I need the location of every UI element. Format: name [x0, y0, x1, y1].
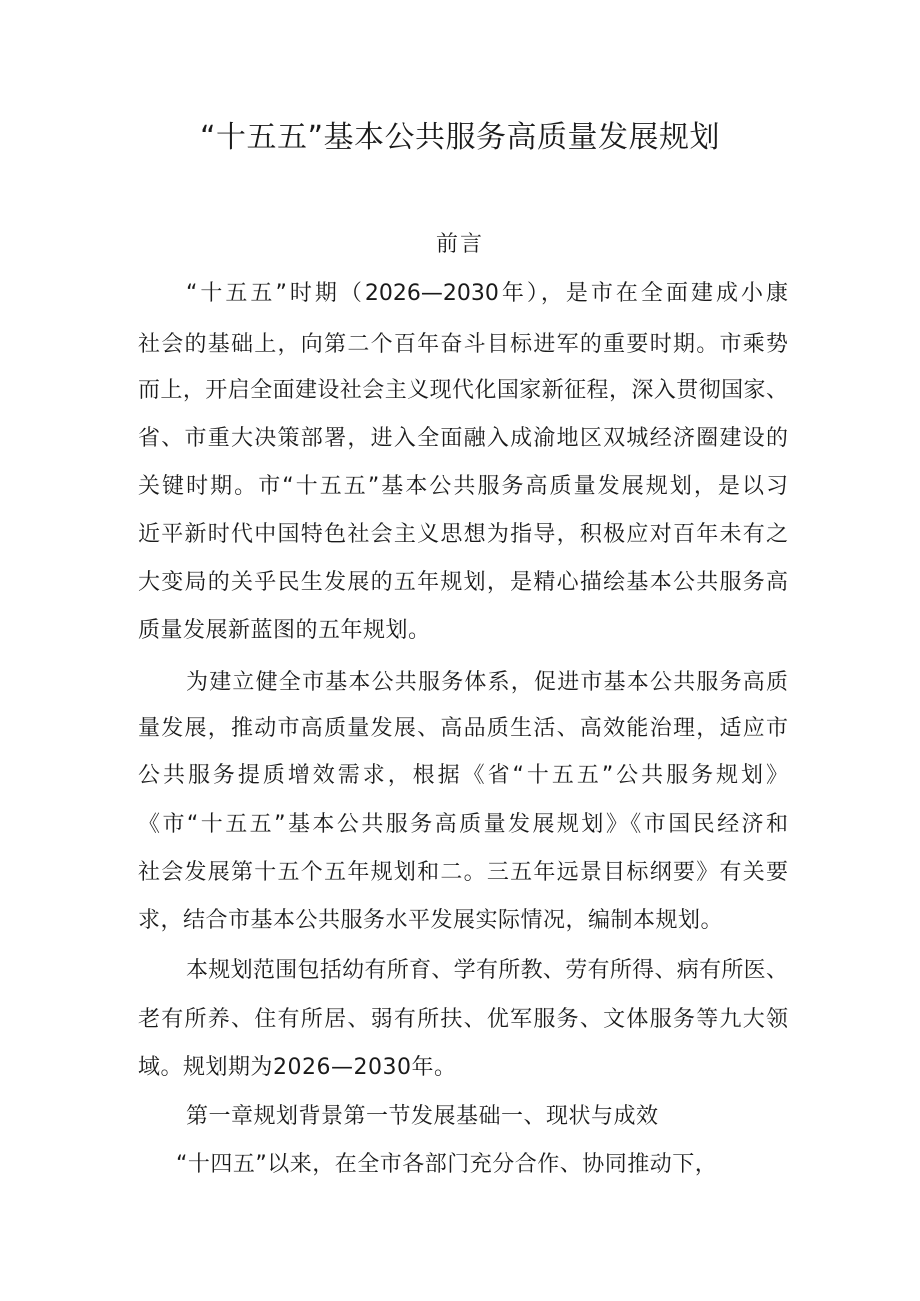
- paragraph-line: 质量发展新蓝图的五年规划。: [138, 618, 431, 643]
- paragraph-line: 社会发展第十五个五年规划和二。三五年远景目标纲要》有关要: [138, 860, 788, 885]
- paragraph-line: 求，结合市基本公共服务水平发展实际情况，编制本规划。: [138, 908, 724, 933]
- paragraph-line: 量发展，推动市高质量发展、高品质生活、高效能治理，适应市: [138, 716, 788, 741]
- paragraph-line: 老有所养、住有所居、弱有所扶、优军服务、文体服务等九大领: [138, 1007, 788, 1032]
- paragraph-line: 省、市重大决策部署，进入全面融入成渝地区双城经济圈建设的: [138, 426, 788, 451]
- paragraph-line: 关键时期。市“十五五”基本公共服务高质量发展规划，是以习: [138, 474, 788, 499]
- paragraph-line: 而上，开启全面建设社会主义现代化国家新征程，深入贯彻国家、: [138, 378, 788, 403]
- preface-heading: 前言: [435, 232, 484, 257]
- paragraph-line: 本规划范围包括幼有所育、学有所教、劳有所得、病有所医、: [186, 958, 788, 983]
- paragraph-line: 《市“十五五”基本公共服务高质量发展规划》《市国民经济和: [138, 812, 788, 837]
- paragraph-line: 近平新时代中国特色社会主义思想为指导，积极应对百年未有之: [138, 522, 788, 547]
- paragraph-line: 公共服务提质增效需求，根据《省“十五五”公共服务规划》: [138, 763, 788, 788]
- paragraph-line: 域。规划期为2026—2030年。: [138, 1055, 457, 1080]
- paragraph-line: 大变局的关乎民生发展的五年规划，是精心描绘基本公共服务高: [138, 570, 788, 595]
- document-title: “十五五”基本公共服务高质量发展规划: [199, 120, 721, 155]
- paragraph-line: “十四五”以来，在全市各部门充分合作、协同推动下，: [176, 1152, 718, 1177]
- chapter-heading: 第一章规划背景第一节发展基础一、现状与成效: [186, 1104, 659, 1129]
- paragraph-line: 社会的基础上，向第二个百年奋斗目标进军的重要时期。市乘势: [138, 332, 788, 357]
- paragraph-line: “十五五”时期（2026—2030年），是市在全面建成小康: [186, 281, 788, 306]
- paragraph-line: 为建立健全市基本公共服务体系，促进市基本公共服务高质: [186, 670, 788, 695]
